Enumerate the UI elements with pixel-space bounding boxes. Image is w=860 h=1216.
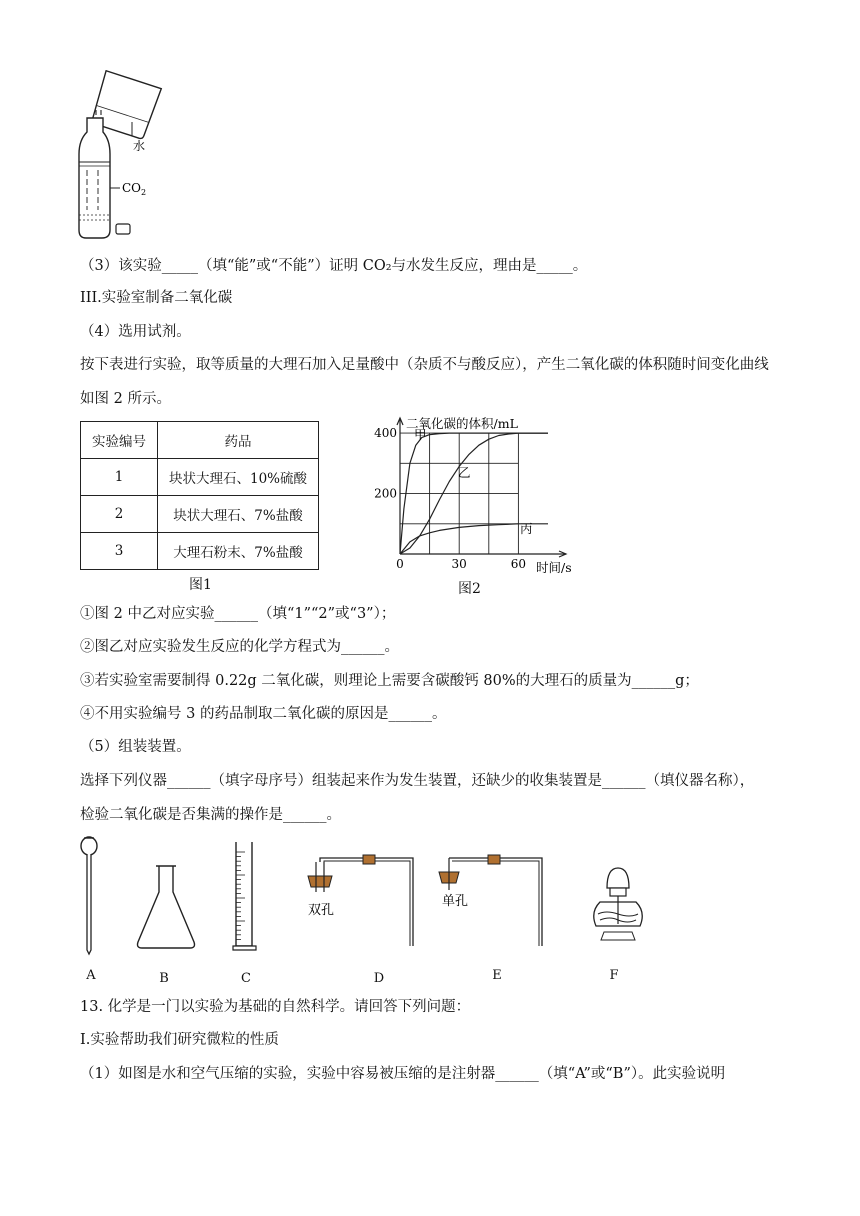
apparatus-label-e: E — [492, 968, 502, 983]
table-cell: 块状大理石、7%盐酸 — [158, 496, 319, 533]
water-label: 水 — [133, 139, 146, 153]
series-label: 乙 — [458, 464, 471, 480]
apparatus-figure — [70, 832, 670, 962]
table-row — [81, 496, 319, 533]
table-header-row — [81, 422, 319, 459]
figure-2-caption: 图2 — [458, 581, 481, 597]
apparatus-label-c: C — [241, 971, 251, 986]
question-1: （1）如图是水和空气压缩的实验，实验中容易被压缩的是注射器______（填“A”或“B”）。此实验说明 — [80, 1066, 726, 1082]
section-i-heading: Ⅰ.实验帮助我们研究微粒的性质 — [80, 1032, 279, 1048]
sub-question-3: ③若实验室需要制得 0.22g 二氧化碳，则理论上需要含碳酸钙 80%的大理石的质量为______g； — [80, 673, 699, 689]
y-axis-label: 二氧化碳的体积/mL — [406, 416, 518, 431]
sub-question-4: ④不用实验编号 3 的药品制取二氧化碳的原因是______。 — [80, 706, 447, 722]
paragraph-apparatus-1: 选择下列仪器______（填字母序号）组装起来作为发生装置，还缺少的收集装置是______（填仪器名称）， — [80, 773, 755, 789]
conical-flask-icon — [138, 866, 195, 948]
table-cell: 3 — [81, 533, 158, 570]
table-row — [81, 533, 319, 570]
measuring-cylinder-icon — [233, 842, 256, 950]
x-axis-label: 时间/s — [536, 560, 572, 575]
y-tick-label: 200 — [374, 486, 397, 501]
paragraph-apparatus-2: 检验二氧化碳是否集满的操作是______。 — [80, 807, 341, 823]
table-cell: 大理石粉末、7%盐酸 — [158, 533, 319, 570]
sub-question-1: ①图 2 中乙对应实验______（填“1”“2”或“3”）； — [80, 606, 396, 622]
table-cell: 2 — [81, 496, 158, 533]
chart-grid — [400, 433, 518, 554]
series-label: 甲 — [414, 427, 427, 443]
alcohol-lamp-icon — [594, 868, 643, 940]
single-hole-label: 单孔 — [442, 894, 469, 909]
apparatus-label-b: B — [159, 971, 169, 986]
question-4: （4）选用试剂。 — [80, 324, 191, 340]
x-tick-label: 30 — [451, 557, 467, 571]
apparatus-label-a: A — [86, 968, 96, 983]
double-hole-label: 双孔 — [308, 903, 335, 918]
paragraph-experiment-2: 如图 2 所示。 — [80, 391, 171, 407]
double-hole-stopper-tube-icon — [308, 855, 413, 946]
table-row — [81, 459, 319, 496]
y-tick-label: 400 — [374, 426, 397, 441]
table-header: 药品 — [158, 422, 319, 459]
apparatus-label-f: F — [609, 968, 619, 983]
table-cell: 1 — [81, 459, 158, 496]
co2-label: $CO_2$ — [122, 181, 147, 197]
co2-volume-chart — [360, 412, 580, 577]
apparatus-label-d: D — [373, 971, 385, 986]
series-label: 丙 — [520, 520, 533, 536]
question-3: （3）该实验_____（填“能”或“不能”）证明 CO₂与水发生反应，理由是_____。 — [80, 258, 588, 274]
sub-question-2: ②图乙对应实验发生反应的化学方程式为______。 — [80, 639, 399, 655]
table-header: 实验编号 — [81, 422, 158, 459]
question-5: （5）组装装置。 — [80, 739, 191, 755]
section-iii-heading: III.实验室制备二氧化碳 — [80, 290, 233, 306]
bottle-water-figure — [70, 70, 170, 245]
single-hole-stopper-tube-icon — [439, 855, 542, 946]
x-tick-label: 0 — [396, 557, 404, 571]
question-13: 13. 化学是一门以实验为基础的自然科学。请回答下列问题： — [80, 999, 471, 1015]
figure-1-caption: 图1 — [189, 577, 212, 593]
table-cell: 块状大理石、10%硫酸 — [158, 459, 319, 496]
paragraph-experiment-1: 按下表进行实验，取等质量的大理石加入足量酸中（杂质不与酸反应），产生二氧化碳的体积随时间变化曲线 — [80, 357, 769, 373]
x-tick-label: 60 — [510, 557, 527, 571]
long-neck-funnel-icon — [81, 837, 97, 954]
experiment-table — [80, 421, 319, 570]
